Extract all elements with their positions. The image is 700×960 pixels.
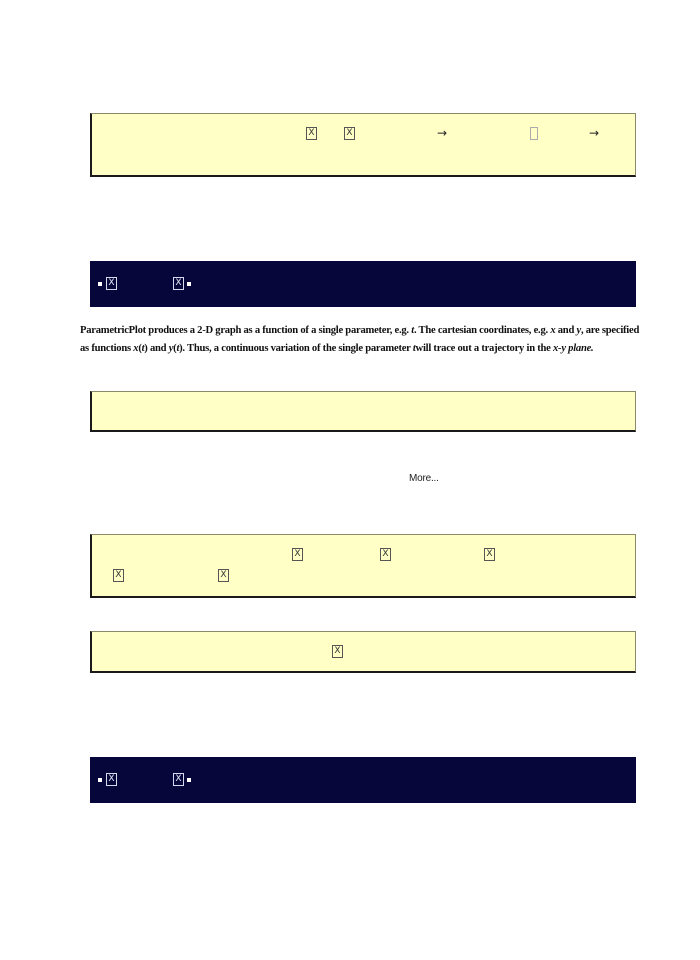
missing-glyph-icon: X (306, 127, 317, 140)
next-page-button[interactable]: X (173, 277, 184, 290)
arrow-right-icon: → (589, 126, 600, 140)
missing-glyph-icon: X (484, 548, 495, 561)
code-box-3 (90, 534, 636, 598)
missing-glyph-icon: X (113, 569, 124, 582)
prev-page-button[interactable]: X (106, 773, 117, 786)
arrow-right-icon: → (437, 126, 448, 140)
navigation-bar-top (90, 261, 636, 307)
missing-glyph-icon: X (380, 548, 391, 561)
missing-glyph-icon (530, 127, 538, 140)
prev-page-button[interactable]: X (106, 277, 117, 290)
bullet-icon (187, 778, 191, 782)
more-link[interactable]: More... (409, 473, 439, 484)
bullet-icon (98, 778, 102, 782)
missing-glyph-icon: X (332, 645, 343, 658)
function-description: ParametricPlot produces a 2-D graph as a function of a single parameter, e.g. t. The cartesian coordinates, e.g. x and y, are specified as functions x(t) and y(t). Thus, a continuous variation of the single parameter twill trace out a trajectory in the x-y plane. (80, 325, 640, 354)
next-page-button[interactable]: X (173, 773, 184, 786)
code-box-1 (90, 113, 636, 177)
missing-glyph-icon: X (218, 569, 229, 582)
code-box-4 (90, 631, 636, 673)
code-box-2 (90, 391, 636, 432)
bullet-icon (98, 282, 102, 286)
missing-glyph-icon: X (292, 548, 303, 561)
navigation-bar-bottom (90, 757, 636, 803)
bullet-icon (187, 282, 191, 286)
missing-glyph-icon: X (344, 127, 355, 140)
